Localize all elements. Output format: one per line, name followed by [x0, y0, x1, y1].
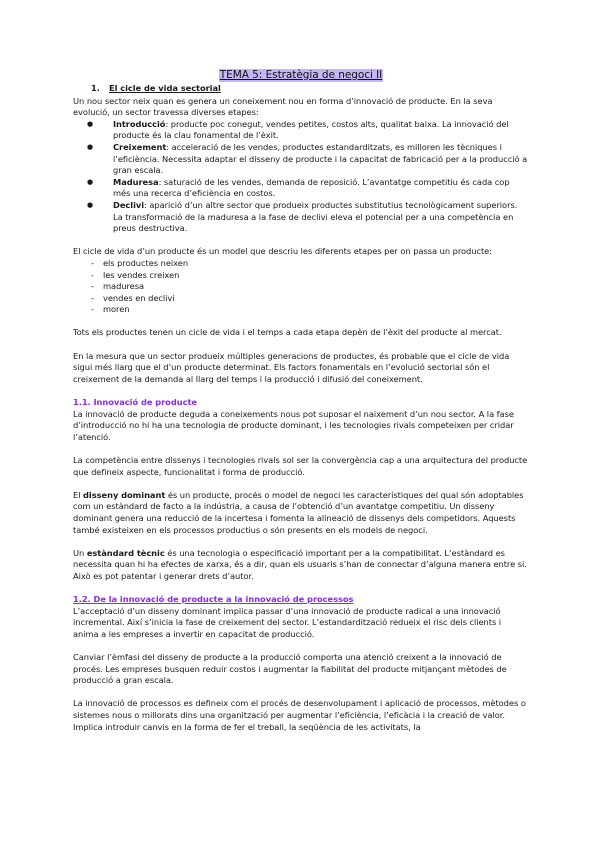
section-heading: [73, 83, 529, 95]
paragraph: La innovació de producte deguda a coneixements nous pot suposar el naixement d’un nou sector. A la fase d’introducció no hi ha una tecnologia de producte dominant, i les tecnologies rivals competeixen per cridar l’atenció.: [73, 408, 514, 442]
list-item: - vendes en declivi: [91, 293, 529, 305]
stages-list: [73, 119, 529, 235]
stage-text: : saturació de les vendes, demanda de reposició. L’avantatge competitiu és cada cop més una recerca d’eficiència en costos.: [113, 176, 510, 199]
list-item: - els productes neixen: [91, 258, 529, 270]
list-item: [103, 119, 529, 142]
stage-term: Introducció: [113, 118, 166, 129]
lifecycle-list: [73, 258, 529, 316]
title-row: [73, 69, 529, 82]
stage-term: Maduresa: [113, 176, 159, 187]
subsection-heading-1-2: 1.2. De la innovació de producte a la innovació de processos: [73, 594, 354, 605]
section-number: 1.: [91, 83, 100, 93]
list-item: - maduresa: [91, 281, 529, 293]
list-item: - moren: [91, 304, 529, 316]
term-technical-standard: estàndard tècnic: [86, 547, 165, 558]
stage-term: Creixement: [113, 141, 167, 152]
intro-paragraph: Un nou sector neix quan es genera un coneixement nou en forma d’innovació de producte. En la seva evolució, un sector travessa diverses etapes:: [73, 95, 493, 118]
list-item: [103, 177, 529, 200]
document-body: [73, 69, 529, 733]
paragraph-technical-standard: Un estàndard tècnic és una tecnologia o especificació important per a la compatibilitat. L’estàndard es necessita quan hi ha efectes de xarxa, és a dir, quan els usuaris s’han de connectar d’alguna manera entre si. Això es pot patentar i generar drets d’autor.: [73, 547, 527, 581]
paragraph: La competència entre dissenys i tecnologies rivals sol ser la convergència cap a una arquitectura del producte que defineix aspecte, funcionalitat i forma de producció.: [73, 455, 528, 477]
document-title: TEMA 5: Estratègia de negoci II: [219, 69, 383, 81]
paragraph-dominant-design: El disseny dominant és un producte, procés o model de negoci les característiques del qual són adoptables com un estàndard de facto a la indústria, a causa de l’obtenció d’un avantatge competitiu. Un disseny dominant genera una reducció de la incertesa i fomenta la alineació de dissenys dels competidors. Aquests també existeixen en els processos productius o són presents en els models de negoci.: [73, 489, 524, 535]
stage-term: Declivi: [113, 199, 145, 210]
paragraph: La innovació de processos es defineix com el procés de desenvolupament i aplicació de processos, mètodes o sistemes nous o millorats dins una organització per augmentar l’eficiència, l’eficàcia i la creació de valor. Implica introduir canvis en la forma de fer el treball, la seqüència de les activitats, la: [73, 698, 526, 732]
list-item: [103, 200, 529, 235]
term-dominant-design: disseny dominant: [83, 489, 166, 500]
stage-text: : producte poc conegut, vendes petites, costos alts, qualitat baixa. La innovació del producte és la clau fonamental de l’èxit.: [113, 118, 509, 141]
paragraph-all-products: Tots els productes tenen un cicle de vida i el temps a cada etapa depèn de l’èxit del producte al mercat.: [73, 327, 502, 338]
stage-text: : aparició d’un altre sector que produeix productes substitutius tecnològicament superiors. La transformació de la maduresa a la fase de declivi eleva el potencial per a una competència en preus destructiva.: [113, 199, 518, 234]
paragraph-sector: En la mesura que un sector produeix múltiples generacions de productes, és probable que el cicle de vida sigui més llarg que el d’un producte determinat. Els factors fonamentals en l’evolució sectorial són el creixement de la demanda al llarg del temps i la producció i difusió del coneixement.: [73, 350, 510, 384]
list-item: - les vendes creixen: [91, 270, 529, 282]
section-title: El cicle de vida sectorial: [109, 83, 221, 93]
paragraph: Canviar l’èmfasi del disseny de producte a la producció comporta una atenció creixent a la innovació de procés. Les empreses busquen reduir costos i augmentar la fiabilitat del producte mitjançant mètodes de producció a gran escala.: [73, 652, 507, 686]
paragraph: L’acceptació d’un disseny dominant implica passar d’una innovació de producte radical a una innovació incremental. Així s’inicia la fase de creixement del sector. L’estandardització redueix el risc dels clients i anima a les empreses a invertir en capacitat de producció.: [73, 605, 502, 639]
list-item: [103, 142, 529, 177]
lifecycle-intro: El cicle de vida d’un producte és un model que descriu les diferents etapes per on passa un producte:: [73, 246, 492, 257]
stage-text: : acceleració de les vendes, productes estandarditzats, es milloren les tècniques i l’eficiència. Necessita adaptar el disseny de producte i la capacitat de fabricació per a la producció a gran escala.: [113, 141, 528, 176]
subsection-heading-1-1: 1.1. Innovació de producte: [73, 397, 197, 408]
